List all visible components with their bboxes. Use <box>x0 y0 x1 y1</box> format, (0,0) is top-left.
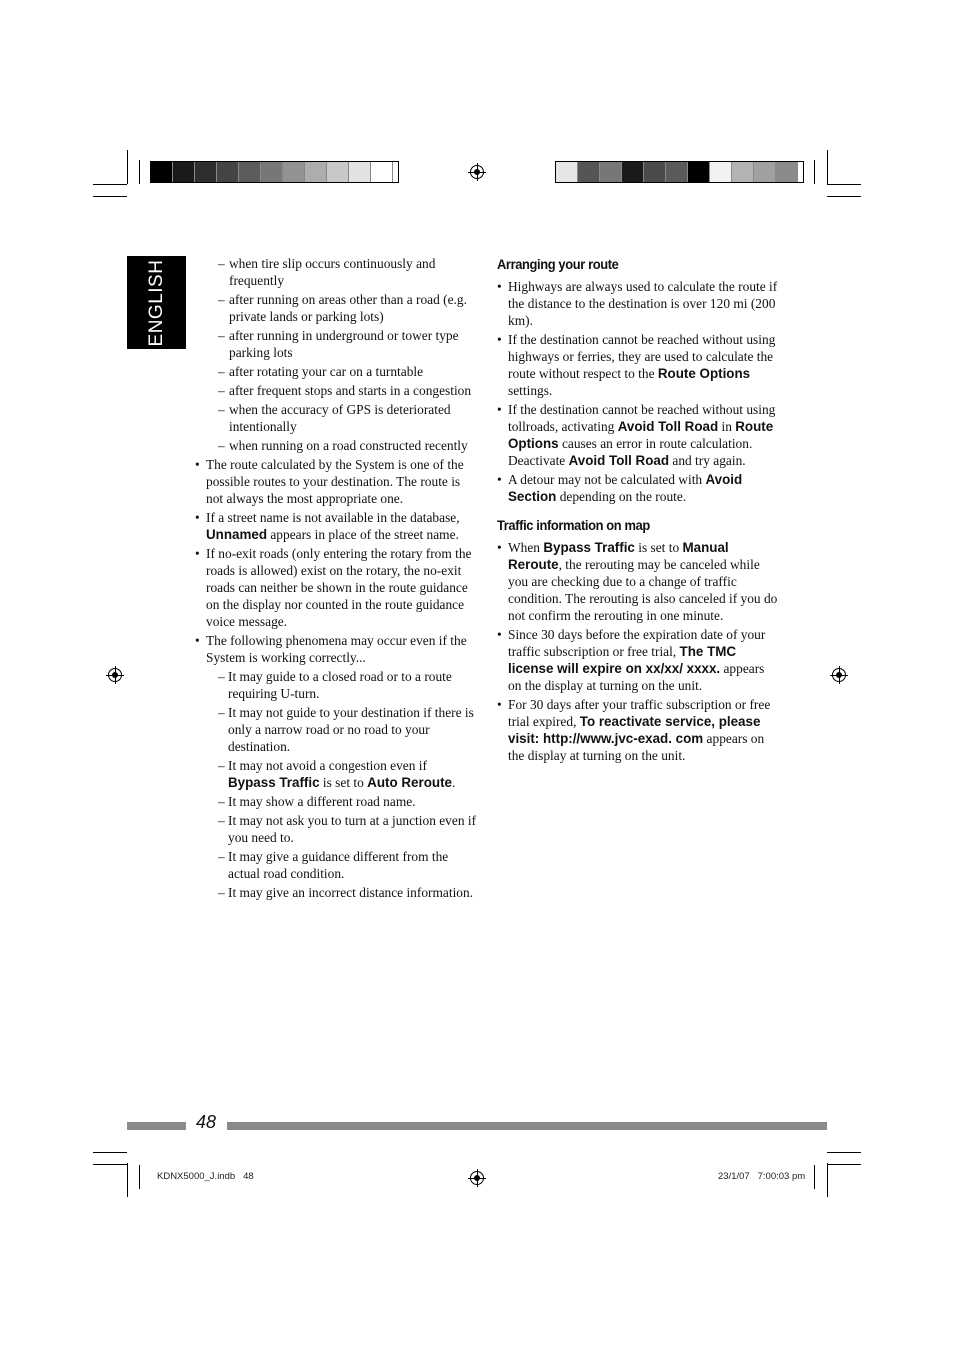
ui-term: Auto Reroute <box>367 775 452 790</box>
color-swatch <box>732 162 754 182</box>
color-swatch <box>327 162 349 182</box>
crop-mark <box>93 1152 127 1153</box>
ui-term: Unnamed <box>206 527 268 542</box>
color-swatch <box>754 162 776 182</box>
color-swatch <box>305 162 327 182</box>
language-tab <box>127 256 186 349</box>
color-swatch <box>710 162 732 182</box>
color-swatch <box>349 162 371 182</box>
color-swatch <box>578 162 600 182</box>
list-item: – It may not ask you to turn at a junction even if you need to. <box>206 812 477 846</box>
color-swatch <box>622 162 644 182</box>
section-heading-arranging-route: Arranging your route <box>497 256 619 272</box>
right-column <box>497 255 779 766</box>
color-swatch <box>217 162 239 182</box>
list-item: – when the accuracy of GPS is deteriorated intentionally <box>195 401 477 435</box>
list-item: • A detour may not be calculated with Avoid Section depending on the route. <box>497 471 779 505</box>
color-swatch <box>261 162 283 182</box>
color-swatch <box>239 162 261 182</box>
list-item: – It may not guide to your destination if there is only a narrow road or no road to your destination. <box>206 704 477 755</box>
route-bullet-list <box>497 278 779 505</box>
crop-mark <box>827 150 828 184</box>
ui-term: To reactivate service, please visit: http://www.jvc-exad. com <box>508 714 761 746</box>
ui-term: Route Options <box>508 419 774 451</box>
color-calibration-bar-right <box>555 161 804 183</box>
list-item: – when running on a road constructed recently <box>195 437 477 454</box>
registration-mark-icon <box>470 1171 484 1185</box>
crop-mark <box>127 1163 128 1197</box>
ui-term: The TMC license will expire on xx/xx/ xxxx. <box>508 644 737 676</box>
color-swatch <box>283 162 305 182</box>
color-swatch <box>666 162 688 182</box>
crop-mark <box>93 1164 127 1165</box>
color-swatch <box>776 162 798 182</box>
list-item: – after frequent stops and starts in a congestion <box>195 382 477 399</box>
list-item: • If a street name is not available in the database, Unnamed appears in place of the street name. <box>195 509 477 543</box>
color-calibration-bar-left <box>150 161 399 183</box>
crop-mark <box>827 1163 828 1197</box>
list-item: • The following phenomena may occur even if the System is working correctly... – It may guide to a closed road or to a route requiring U-turn. – It may not guide to your destination if there is only a narrow road or no road to your destination. – It may not avoid a congestion even if Bypass Traffic is set to Auto Reroute. – It may show a different road name. – It may not ask you to turn at a junction even if you need to. – It may give a guidance different from the actual road condition. – It may give an incorrect distance information. <box>195 632 477 901</box>
crop-mark <box>139 1165 140 1189</box>
crop-mark <box>139 160 140 184</box>
registration-mark-icon <box>470 165 484 179</box>
list-item: • For 30 days after your traffic subscription or free trial expired, To reactivate service, please visit: http://www.jvc-exad. com appears on the display at turning on the unit. <box>497 696 779 764</box>
list-item: • If no-exit roads (only entering the rotary from the roads is allowed) exist on the rotary, the no-exit roads can neither be shown in the route guidance on the display nor counted in the route guidance voice message. <box>195 545 477 630</box>
list-item: – after running in underground or tower type parking lots <box>195 327 477 361</box>
ui-term: Avoid Toll Road <box>617 419 719 434</box>
slug-file-info: KDNX5000_J.indb 48 <box>157 1171 254 1182</box>
footer-bar-left <box>127 1122 186 1130</box>
intro-dash-list <box>195 255 477 454</box>
list-item: – when tire slip occurs continuously and frequently <box>195 255 477 289</box>
color-swatch <box>644 162 666 182</box>
color-swatch <box>688 162 710 182</box>
list-item: – It may show a different road name. <box>206 793 477 810</box>
crop-mark <box>814 160 815 184</box>
list-item: – after rotating your car on a turntable <box>195 363 477 380</box>
crop-mark <box>827 184 861 185</box>
crop-mark <box>814 1165 815 1189</box>
crop-mark <box>93 196 127 197</box>
list-item: • The route calculated by the System is one of the possible routes to your destination. The route is not always the most appropriate one. <box>195 456 477 507</box>
crop-mark <box>827 196 861 197</box>
list-item: – It may not avoid a congestion even if Bypass Traffic is set to Auto Reroute. <box>206 757 477 791</box>
list-item: • If the destination cannot be reached without using highways or ferries, they are used to calculate the route without respect to the Route Options settings. <box>497 331 779 399</box>
list-item: • Since 30 days before the expiration date of your traffic subscription or free trial, The TMC license will expire on xx/xx/ xxxx. appears on the display at turning on the unit. <box>497 626 779 694</box>
phenomena-dash-list <box>206 668 477 901</box>
crop-mark <box>93 184 127 185</box>
list-item: – It may give an incorrect distance information. <box>206 884 477 901</box>
list-item: • If the destination cannot be reached without using tollroads, activating Avoid Toll Road in Route Options causes an error in route calculation. Deactivate Avoid Toll Road and try again. <box>497 401 779 469</box>
list-item: • Highways are always used to calculate the route if the distance to the destination is over 120 mi (200 km). <box>497 278 779 329</box>
list-item: – It may give a guidance different from the actual road condition. <box>206 848 477 882</box>
registration-mark-icon <box>108 668 122 682</box>
footer-bar-right <box>227 1122 827 1130</box>
list-item: • When Bypass Traffic is set to Manual Reroute, the rerouting may be canceled while you are checking due to a change of traffic condition. The rerouting is also canceled if you do not confirm the rerouting in one minute. <box>497 539 779 624</box>
page-number: 48 <box>196 1112 217 1132</box>
crop-mark <box>827 1164 861 1165</box>
color-swatch <box>173 162 195 182</box>
list-item: – after running on areas other than a road (e.g. private lands or parking lots) <box>195 291 477 325</box>
left-column <box>195 255 477 903</box>
language-tab-label: ENGLISH <box>145 259 167 346</box>
ui-term: Route Options <box>657 366 751 381</box>
color-swatch <box>371 162 393 182</box>
registration-mark-icon <box>832 668 846 682</box>
ui-term: Bypass Traffic <box>228 775 320 790</box>
ui-term: Avoid Toll Road <box>568 453 670 468</box>
slug-timestamp: 23/1/07 7:00:03 pm <box>718 1171 806 1182</box>
crop-mark <box>127 150 128 184</box>
crop-mark <box>827 1152 861 1153</box>
color-swatch <box>195 162 217 182</box>
color-swatch <box>600 162 622 182</box>
ui-term: Avoid Section <box>508 472 743 504</box>
ui-term: Manual Reroute <box>508 540 729 572</box>
left-bullet-list <box>195 456 477 901</box>
ui-term: Bypass Traffic <box>543 540 635 555</box>
list-item: – It may guide to a closed road or to a route requiring U-turn. <box>206 668 477 702</box>
section-heading-traffic-info: Traffic information on map <box>497 517 650 533</box>
color-swatch <box>556 162 578 182</box>
traffic-bullet-list <box>497 539 779 764</box>
color-swatch <box>151 162 173 182</box>
